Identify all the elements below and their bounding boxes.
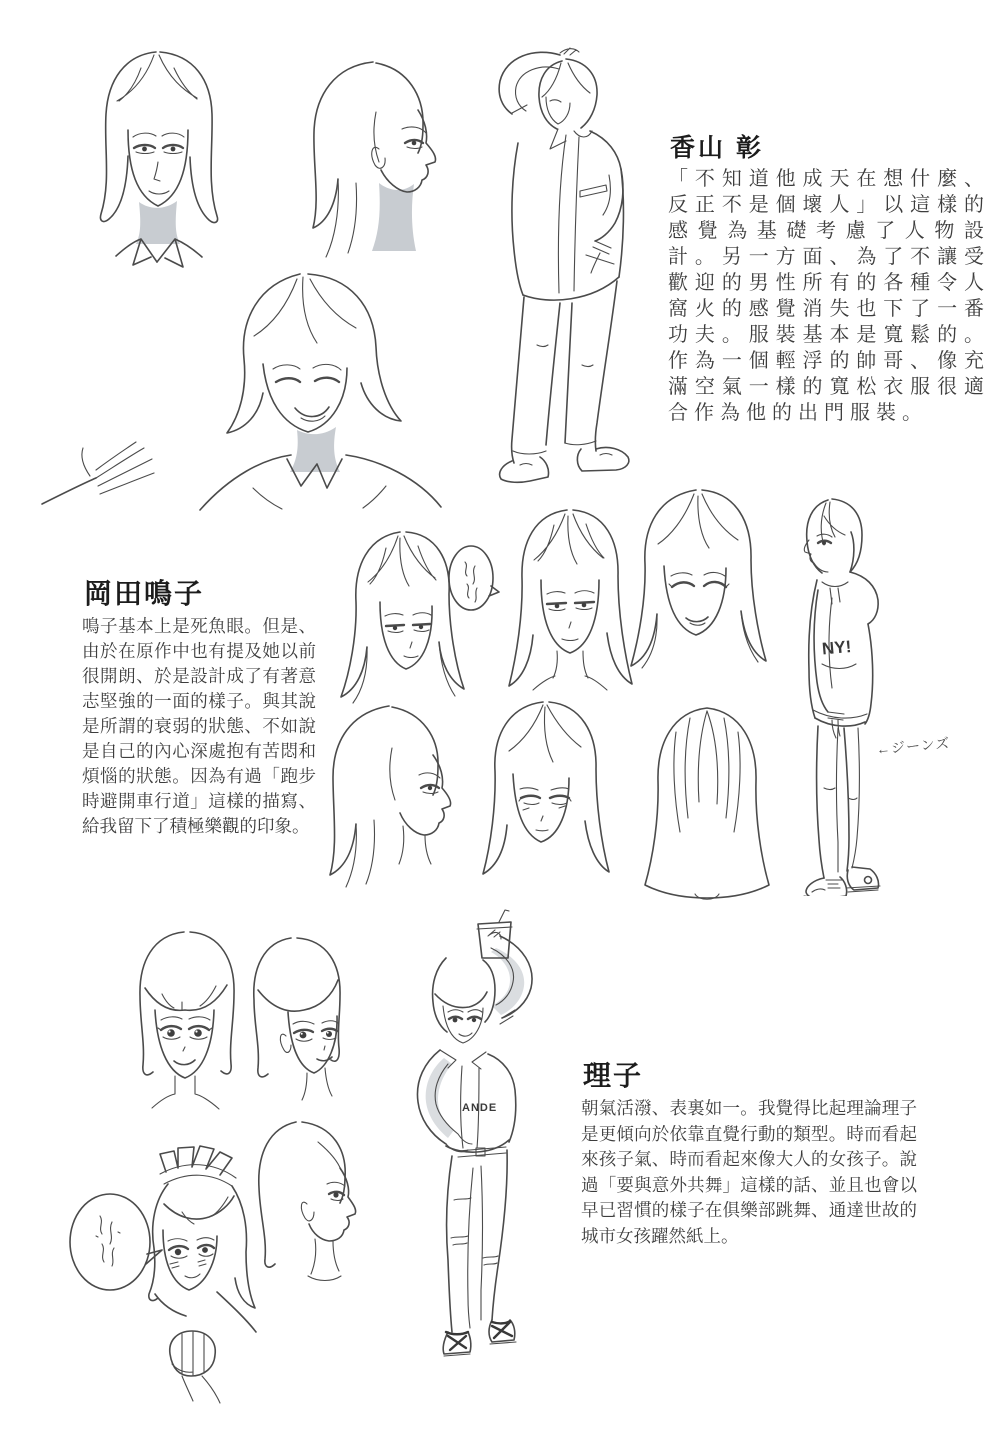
character-name-kayama: 香山 彰	[670, 134, 764, 162]
character-name-okada: 岡田鳴子	[84, 578, 205, 609]
speech-bubble-sketch	[445, 540, 500, 625]
sketch-naruko-head-smiling	[612, 480, 782, 690]
sketch-kayama-head-tilted	[158, 262, 473, 512]
sketch-riko-head-threequarter	[233, 928, 375, 1123]
sketch-kayama-fullbody	[462, 45, 667, 495]
speech-bubble-sketch-2	[70, 1194, 162, 1290]
character-description-kayama: 「不知道他成天在想什麼、反正不是個壞人」以這樣的感覺為基礎考慮了人物設計。另一方面、為了不讓受歡迎的男性所有的各種令人窩火的感覺消失也下了一番功夫。服裝基本是寬鬆的。作為一個輕浮的帥哥、像充滿空氣一樣的寬松衣服很適合作為他的出門服裝。	[668, 168, 990, 424]
sketch-naruko-fullbody-hoodie	[788, 488, 916, 896]
tshirt-print-text: ANDE	[462, 1102, 498, 1114]
character-description-riko: 朝氣活潑、表裏如一。我覺得比起理論理子是更傾向於依靠直覺行動的類型。時而看起來孩子氣、時而看起來像大人的女孩子。說過「要與意外共舞」這樣的話、並且也會以早已習慣的樣子在俱樂部跳舞、通達世故的城市女孩躍然紙上。	[581, 1098, 917, 1246]
sketch-riko-fullbody	[388, 908, 586, 1373]
jeans-handwritten-note: ←ジーンズ	[875, 734, 951, 758]
sketch-kayama-head-profile	[275, 52, 460, 287]
sketch-naruko-head-profile	[303, 698, 461, 893]
sketch-naruko-head-down	[463, 692, 625, 907]
character-name-riko: 理子	[583, 1060, 644, 1091]
sketch-kayama-hand	[36, 430, 171, 510]
sketch-riko-maid	[52, 1142, 270, 1410]
sketch-naruko-head-back	[628, 698, 786, 903]
character-description-okada: 鳴子基本上是死魚眼。但是、由於在原作中也有提及她以前很開朗、於是設計成了有著意志堅強的一面的樣子。與其說是所謂的衰弱的狀態、不如說是自己的內心深處抱有苦悶和煩惱的狀態。因為有過「跑步時避開車行道」這樣的描寫、給我留下了積極樂觀的印象。	[82, 616, 316, 836]
hoodie-print-text: NY!	[821, 637, 853, 659]
